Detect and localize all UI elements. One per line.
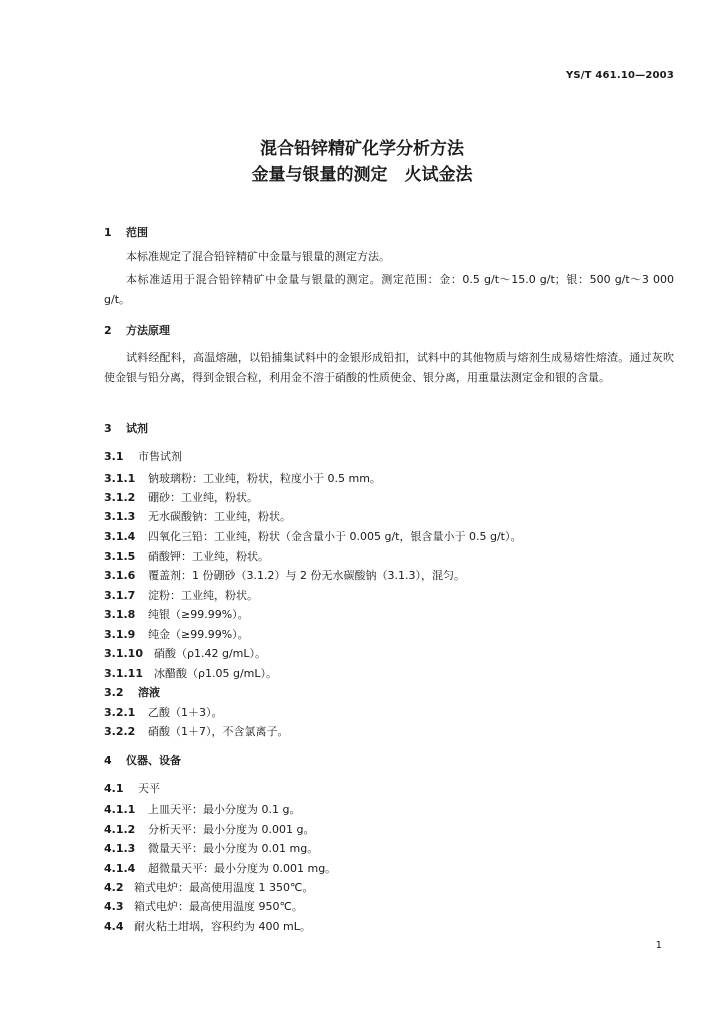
item-number: 3.1.8 — [104, 608, 136, 621]
item-number: 3.1 — [104, 450, 124, 463]
list-item — [104, 448, 182, 464]
item-number: 3.1.5 — [104, 550, 136, 563]
item-number: 3.2.1 — [104, 706, 136, 719]
section-heading — [104, 752, 181, 768]
document-title: 混合铅锌精矿化学分析方法 — [260, 139, 464, 159]
item-text: 微量天平：最小分度为 0.01 mg。 — [148, 842, 319, 855]
item-number: 3.1.4 — [104, 530, 136, 543]
item-number: 4.1.3 — [104, 842, 136, 855]
item-number: 3.2 — [104, 686, 124, 699]
section-number: 3 — [104, 422, 112, 435]
item-number: 3.1.10 — [104, 647, 143, 660]
item-number: 3.1.9 — [104, 628, 136, 641]
section-number: 2 — [104, 324, 112, 337]
section-number: 1 — [104, 226, 112, 239]
section-title: 范围 — [126, 226, 148, 239]
item-text: 无水碳酸钠：工业纯，粉状。 — [148, 510, 291, 523]
item-text: 冰醋酸（ρ1.05 g/mL）。 — [154, 667, 278, 680]
item-text: 天平 — [138, 782, 160, 795]
item-number: 4.1.4 — [104, 862, 136, 875]
item-text: 超微量天平：最小分度为 0.001 mg。 — [148, 862, 337, 875]
list-item — [104, 684, 160, 700]
section-title: 试剂 — [126, 422, 148, 435]
item-text: 上皿天平：最小分度为 0.1 g。 — [148, 803, 301, 816]
list-item — [104, 548, 269, 564]
item-number: 3.1.2 — [104, 491, 136, 504]
item-number: 4.1.2 — [104, 823, 136, 836]
item-text: 分析天平：最小分度为 0.001 g。 — [148, 823, 315, 836]
paragraph: 本标准规定了混合铅锌精矿中金量与银量的测定方法。 — [126, 250, 390, 263]
item-number: 4.3 — [104, 900, 124, 913]
item-number: 3.1.3 — [104, 510, 136, 523]
item-number: 4.2 — [104, 881, 124, 894]
section-title: 仪器、设备 — [126, 754, 181, 767]
item-number: 4.1.1 — [104, 803, 136, 816]
page-number: 1 — [655, 940, 662, 951]
list-item — [104, 567, 465, 583]
item-text: 硝酸（ρ1.42 g/mL）。 — [154, 647, 267, 660]
item-text: 硝酸钾：工业纯，粉状。 — [148, 550, 269, 563]
section-heading — [104, 224, 148, 240]
item-text: 硼砂：工业纯，粉状。 — [148, 491, 258, 504]
list-item — [104, 645, 266, 661]
item-text: 淀粉：工业纯，粉状。 — [148, 589, 258, 602]
item-text: 市售试剂 — [138, 450, 182, 463]
item-text: 溶液 — [138, 686, 160, 699]
list-item — [104, 860, 336, 876]
list-item — [104, 801, 300, 817]
list-item — [104, 489, 258, 505]
section-heading — [104, 322, 170, 338]
list-item — [104, 665, 277, 681]
list-item — [104, 723, 289, 739]
list-item — [104, 470, 381, 486]
section-title: 方法原理 — [126, 324, 170, 337]
section-number: 4 — [104, 754, 112, 767]
item-number: 3.2.2 — [104, 725, 136, 738]
paragraph: 试料经配料，高温熔融，以铅捕集试料中的金银形成铅扣，试料中的其他物质与熔剂生成易熔性熔渣。通过灰吹使金银与铅分离，得到金银合粒，利用金不溶于硝酸的性质使金、银分离，用重量法测定金和银的含量。 — [104, 351, 674, 384]
list-item — [104, 528, 521, 544]
item-number: 3.1.7 — [104, 589, 136, 602]
list-item — [104, 821, 314, 837]
item-text: 耐火粘土坩埚，容积约为 400 mL。 — [134, 920, 311, 933]
list-item — [104, 780, 160, 796]
item-number: 3.1.1 — [104, 472, 136, 485]
paragraph: 本标准适用于混合铅锌精矿中金量与银量的测定。测定范围：金：0.5 g/t～15.0 g/t；银：500 g/t～3 000 g/t。 — [104, 273, 674, 306]
item-text: 箱式电炉：最高使用温度 1 350℃。 — [134, 881, 314, 894]
section-heading — [104, 420, 148, 436]
item-text: 纯金（≥99.99%）。 — [148, 628, 249, 641]
item-text: 乙酸（1＋3）。 — [148, 706, 223, 719]
item-number: 4.1 — [104, 782, 124, 795]
list-item — [104, 626, 249, 642]
item-number: 4.4 — [104, 920, 124, 933]
list-item — [104, 704, 223, 720]
standard-code: YS/T 461.10—2003 — [565, 70, 674, 81]
item-text: 硝酸（1＋7），不含氯离子。 — [148, 725, 289, 738]
list-item — [104, 508, 291, 524]
document-subtitle: 金量与银量的测定 火试金法 — [251, 165, 473, 185]
list-item — [104, 587, 258, 603]
item-text: 纯银（≥99.99%）。 — [148, 608, 249, 621]
item-text: 覆盖剂：1 份硼砂（3.1.2）与 2 份无水碳酸钠（3.1.3），混匀。 — [148, 569, 465, 582]
list-item — [104, 606, 249, 622]
item-text: 四氧化三铅：工业纯，粉状（金含量小于 0.005 g/t，银含量小于 0.5 g/t）。 — [148, 530, 522, 543]
item-number: 3.1.11 — [104, 667, 143, 680]
list-item — [104, 898, 303, 914]
item-number: 3.1.6 — [104, 569, 136, 582]
list-item — [104, 879, 313, 895]
item-text: 钠玻璃粉：工业纯，粉状，粒度小于 0.5 mm。 — [148, 472, 381, 485]
list-item — [104, 840, 318, 856]
list-item — [104, 918, 311, 934]
item-text: 箱式电炉：最高使用温度 950℃。 — [134, 900, 303, 913]
